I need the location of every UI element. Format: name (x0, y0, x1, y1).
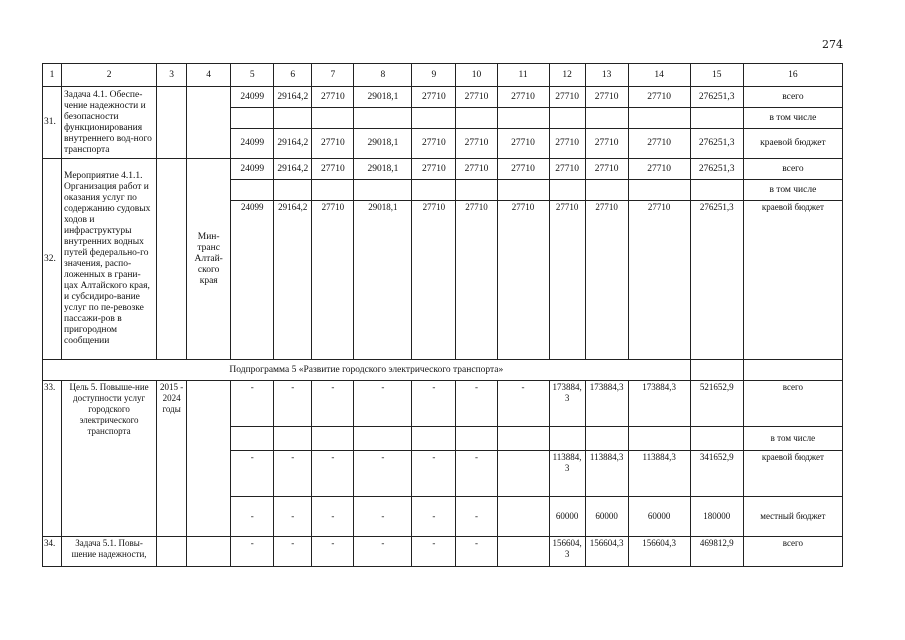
subprogram-row (43, 360, 843, 381)
value-cell: - (354, 451, 412, 497)
value-cell: 27710 (312, 129, 354, 159)
header-cell: 10 (456, 64, 497, 87)
source-label: местный бюджет (743, 497, 842, 537)
executor-cell (187, 381, 231, 537)
value-cell: 27710 (456, 87, 497, 108)
row-number: 33. (43, 381, 62, 537)
value-cell: - (274, 381, 312, 427)
source-label: всего (743, 381, 842, 427)
row-number: 31. (43, 87, 62, 159)
source-label: всего (743, 87, 842, 108)
source-label: в том числе (743, 427, 842, 451)
header-cell: 1 (43, 64, 62, 87)
header-cell: 13 (585, 64, 628, 87)
value-cell: 27710 (549, 201, 585, 360)
value-cell: 469812,9 (690, 537, 743, 567)
value-cell: - (354, 381, 412, 427)
value-cell: - (274, 497, 312, 537)
row-name: Мероприятие 4.1.1. Организация работ и оказания услуг по содержанию судовых ходов и инфраструктуры внутренних водных путей федерально-го значения, распо-ложенных в грани-цах Алтайского края, и субсидиро-вание услуг по пе-ревозке пассажи-ров в пригородном сообщении (62, 159, 157, 360)
row-33-total (43, 381, 843, 427)
period-cell (157, 537, 187, 567)
value-cell: 29164,2 (274, 201, 312, 360)
value-cell: 27710 (312, 87, 354, 108)
row-name: Цель 5. Повыше-ние доступности услуг городского электрического транспорта (62, 381, 157, 537)
value-cell: 27710 (312, 159, 354, 180)
value-cell: 27710 (549, 129, 585, 159)
executor-cell (187, 87, 231, 159)
value-cell: 29164,2 (274, 87, 312, 108)
value-cell: 173884,3 (585, 381, 628, 427)
header-cell: 11 (497, 64, 549, 87)
value-cell: - (274, 451, 312, 497)
period-cell: 2015 - 2024 годы (157, 381, 187, 537)
value-cell: 27710 (412, 201, 456, 360)
row-32-total (43, 159, 843, 180)
source-label: краевой бюджет (743, 129, 842, 159)
value-cell: 24099 (231, 159, 274, 180)
value-cell: - (456, 451, 497, 497)
value-cell: 113884,3 (585, 451, 628, 497)
source-label: краевой бюджет (743, 201, 842, 360)
value-cell: 29018,1 (354, 129, 412, 159)
value-cell: 173884,3 (549, 381, 585, 427)
header-cell: 2 (62, 64, 157, 87)
value-cell: - (231, 497, 274, 537)
value-cell: 276251,3 (690, 159, 743, 180)
value-cell: 27710 (549, 87, 585, 108)
row-name: Задача 5.1. Повы-шение надежности, (62, 537, 157, 567)
value-cell: - (456, 537, 497, 567)
source-label: всего (743, 159, 842, 180)
value-cell: 27710 (412, 159, 456, 180)
value-cell: 24099 (231, 87, 274, 108)
executor-cell (187, 537, 231, 567)
value-cell: 27710 (412, 129, 456, 159)
value-cell: 173884,3 (628, 381, 690, 427)
value-cell: - (312, 381, 354, 427)
value-cell: 27710 (456, 201, 497, 360)
value-cell: - (312, 497, 354, 537)
value-cell: 113884,3 (549, 451, 585, 497)
value-cell: 27710 (549, 159, 585, 180)
value-cell: 27710 (312, 201, 354, 360)
value-cell: - (274, 537, 312, 567)
row-name: Задача 4.1. Обеспе-чение надежности и безопасности функционирования внутреннего вод-ного транспорта (62, 87, 157, 159)
value-cell: - (312, 537, 354, 567)
source-label: в том числе (743, 180, 842, 201)
value-cell: 27710 (628, 159, 690, 180)
value-cell: 27710 (628, 87, 690, 108)
value-cell: - (497, 381, 549, 427)
value-cell: - (312, 451, 354, 497)
value-cell: 27710 (456, 129, 497, 159)
value-cell: 27710 (497, 159, 549, 180)
value-cell (497, 451, 549, 497)
value-cell: - (412, 451, 456, 497)
value-cell: - (231, 381, 274, 427)
value-cell: 276251,3 (690, 87, 743, 108)
value-cell: - (456, 497, 497, 537)
row-31-total (43, 87, 843, 108)
value-cell: 27710 (585, 87, 628, 108)
source-label: в том числе (743, 108, 842, 129)
value-cell: 276251,3 (690, 201, 743, 360)
value-cell: 29018,1 (354, 201, 412, 360)
period-cell (157, 159, 187, 360)
header-cell: 9 (412, 64, 456, 87)
header-cell: 14 (628, 64, 690, 87)
value-cell: 341652,9 (690, 451, 743, 497)
value-cell: - (412, 381, 456, 427)
row-number: 32. (43, 159, 62, 360)
value-cell: 156604,3 (628, 537, 690, 567)
value-cell: 29018,1 (354, 159, 412, 180)
value-cell: - (231, 451, 274, 497)
value-cell: 27710 (585, 159, 628, 180)
source-label: всего (743, 537, 842, 567)
value-cell: 60000 (585, 497, 628, 537)
value-cell: 60000 (549, 497, 585, 537)
header-cell: 12 (549, 64, 585, 87)
value-cell (497, 497, 549, 537)
value-cell: 29164,2 (274, 159, 312, 180)
source-label: краевой бюджет (743, 451, 842, 497)
value-cell: 27710 (585, 129, 628, 159)
value-cell: 27710 (497, 87, 549, 108)
value-cell: 27710 (628, 201, 690, 360)
header-cell: 4 (187, 64, 231, 87)
value-cell: 27710 (412, 87, 456, 108)
value-cell (497, 537, 549, 567)
value-cell: - (231, 537, 274, 567)
value-cell: 113884,3 (628, 451, 690, 497)
value-cell: 27710 (585, 201, 628, 360)
value-cell: 27710 (628, 129, 690, 159)
header-row (43, 64, 843, 87)
value-cell: - (456, 381, 497, 427)
subprogram-title: Подпрограмма 5 «Развитие городского электрического транспорта» (43, 360, 691, 381)
header-cell: 15 (690, 64, 743, 87)
header-cell: 3 (157, 64, 187, 87)
value-cell: 60000 (628, 497, 690, 537)
row-34-total (43, 537, 843, 567)
value-cell: 521652,9 (690, 381, 743, 427)
header-cell: 6 (274, 64, 312, 87)
header-cell: 8 (354, 64, 412, 87)
value-cell: 29018,1 (354, 87, 412, 108)
value-cell: 27710 (497, 201, 549, 360)
value-cell: 27710 (456, 159, 497, 180)
value-cell: 24099 (231, 129, 274, 159)
period-cell (157, 87, 187, 159)
value-cell: 276251,3 (690, 129, 743, 159)
value-cell: 29164,2 (274, 129, 312, 159)
header-cell: 7 (312, 64, 354, 87)
value-cell: 156604,3 (549, 537, 585, 567)
row-number: 34. (43, 537, 62, 567)
value-cell: - (412, 537, 456, 567)
value-cell: 24099 (231, 201, 274, 360)
executor-cell: Мин-транс Алтай-ского края (187, 159, 231, 360)
value-cell: 180000 (690, 497, 743, 537)
page-number: 274 (822, 38, 843, 51)
budget-table (42, 63, 843, 567)
value-cell: - (412, 497, 456, 537)
value-cell: 156604,3 (585, 537, 628, 567)
value-cell: 27710 (497, 129, 549, 159)
header-cell: 5 (231, 64, 274, 87)
value-cell: - (354, 497, 412, 537)
header-cell: 16 (743, 64, 842, 87)
value-cell: - (354, 537, 412, 567)
